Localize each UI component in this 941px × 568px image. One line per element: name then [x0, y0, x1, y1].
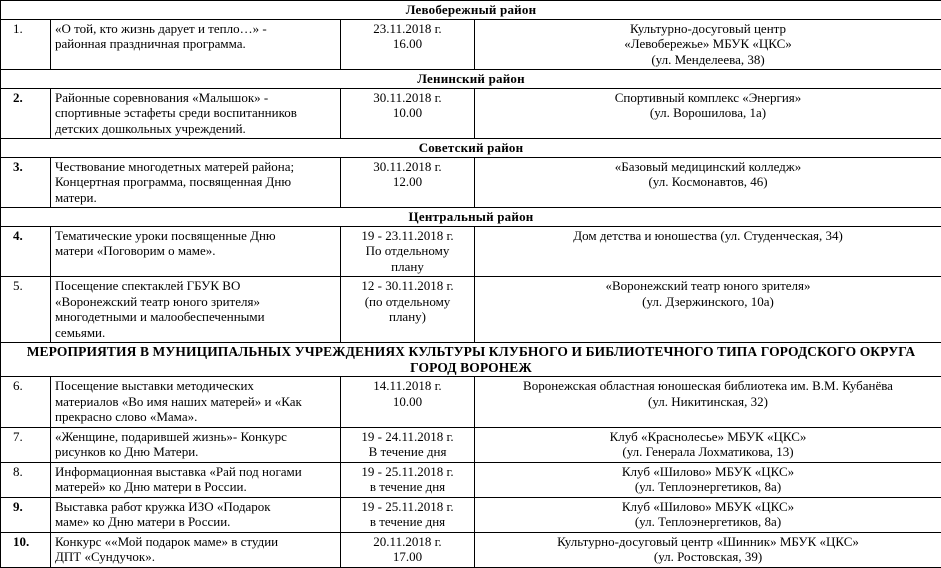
- event-line: районная праздничная программа.: [55, 36, 336, 52]
- event-line: матери «Поговорим о маме».: [55, 243, 336, 259]
- date-cell: [341, 226, 475, 277]
- table-row: [1, 88, 941, 139]
- place-line: (ул. Ворошилова, 1а): [479, 105, 937, 121]
- place-line: «Воронежский театр юного зрителя»: [479, 278, 937, 294]
- event-cell: [51, 462, 341, 497]
- event-line: ДПТ «Сундучок».: [55, 549, 336, 565]
- place-line: «Базовый медицинский колледж»: [479, 159, 937, 175]
- date-line: 17.00: [345, 549, 470, 565]
- section-header-row: [1, 70, 941, 89]
- place-cell: [475, 226, 941, 277]
- place-cell: [475, 427, 941, 462]
- date-cell: [341, 462, 475, 497]
- place-line: (ул. Никитинская, 32): [479, 394, 937, 410]
- row-number: 3.: [1, 157, 51, 208]
- events-table-body: [1, 1, 941, 568]
- date-line: 14.11.2018 г.: [345, 378, 470, 394]
- date-line: 30.11.2018 г.: [345, 159, 470, 175]
- date-cell: [341, 427, 475, 462]
- place-line: (ул. Теплоэнергетиков, 8а): [479, 479, 937, 495]
- table-row: [1, 157, 941, 208]
- event-cell: [51, 532, 341, 567]
- date-line: (по отдельному: [345, 294, 470, 310]
- date-cell: [341, 377, 475, 428]
- event-cell: [51, 277, 341, 343]
- event-line: «О той, кто жизнь дарует и тепло…» -: [55, 21, 336, 37]
- event-cell: [51, 157, 341, 208]
- event-line: спортивные эстафеты среди воспитанников: [55, 105, 336, 121]
- place-cell: [475, 88, 941, 139]
- section-header-row: [1, 139, 941, 158]
- date-line: плану: [345, 259, 470, 275]
- section-header-row: [1, 343, 941, 377]
- date-line: в течение дня: [345, 514, 470, 530]
- section-title: Советский район: [1, 139, 941, 158]
- place-line: Культурно-досуговый центр: [479, 21, 937, 37]
- event-cell: [51, 427, 341, 462]
- event-line: Посещение выставки методических: [55, 378, 336, 394]
- event-line: прекрасно слово «Мама».: [55, 409, 336, 425]
- place-line: (ул. Ростовская, 39): [479, 549, 937, 565]
- section-title: Левобережный район: [1, 1, 941, 20]
- date-line: в течение дня: [345, 479, 470, 495]
- event-line: маме» ко Дню матери в России.: [55, 514, 336, 530]
- event-line: Тематические уроки посвященные Дню: [55, 228, 336, 244]
- table-row: [1, 462, 941, 497]
- section-header-row: [1, 1, 941, 20]
- event-line: Концертная программа, посвященная Дню: [55, 174, 336, 190]
- place-cell: [475, 377, 941, 428]
- date-line: 20.11.2018 г.: [345, 534, 470, 550]
- place-cell: [475, 19, 941, 70]
- table-row: [1, 226, 941, 277]
- date-line: 12 - 30.11.2018 г.: [345, 278, 470, 294]
- place-line: Воронежская областная юношеская библиотека им. В.М. Кубанёва: [479, 378, 937, 394]
- event-line: Посещение спектаклей ГБУК ВО: [55, 278, 336, 294]
- event-line: семьями.: [55, 325, 336, 341]
- event-cell: [51, 497, 341, 532]
- date-line: 10.00: [345, 105, 470, 121]
- place-line: Клуб «Шилово» МБУК «ЦКС»: [479, 499, 937, 515]
- event-line: «Женщине, подарившей жизнь»- Конкурс: [55, 429, 336, 445]
- row-number: 7.: [1, 427, 51, 462]
- date-line: 23.11.2018 г.: [345, 21, 470, 37]
- date-line: По отдельному: [345, 243, 470, 259]
- event-line: многодетными и малообеспеченными: [55, 309, 336, 325]
- event-cell: [51, 377, 341, 428]
- date-cell: [341, 532, 475, 567]
- place-line: Культурно-досуговый центр «Шинник» МБУК «ЦКС»: [479, 534, 937, 550]
- event-cell: [51, 226, 341, 277]
- place-cell: [475, 157, 941, 208]
- date-cell: [341, 277, 475, 343]
- place-line: Спортивный комплекс «Энергия»: [479, 90, 937, 106]
- date-line: 19 - 24.11.2018 г.: [345, 429, 470, 445]
- date-line: В течение дня: [345, 444, 470, 460]
- row-number: 5.: [1, 277, 51, 343]
- row-number: 10.: [1, 532, 51, 567]
- date-line: 30.11.2018 г.: [345, 90, 470, 106]
- event-line: «Воронежский театр юного зрителя»: [55, 294, 336, 310]
- place-cell: [475, 532, 941, 567]
- date-cell: [341, 19, 475, 70]
- table-row: [1, 19, 941, 70]
- table-row: [1, 497, 941, 532]
- date-cell: [341, 88, 475, 139]
- table-row: [1, 277, 941, 343]
- table-row: [1, 532, 941, 567]
- date-line: 10.00: [345, 394, 470, 410]
- event-line: материалов «Во имя наших матерей» и «Как: [55, 394, 336, 410]
- event-line: матери.: [55, 190, 336, 206]
- place-line: «Левобережье» МБУК «ЦКС»: [479, 36, 937, 52]
- event-line: детских дошкольных учреждений.: [55, 121, 336, 137]
- date-line: 16.00: [345, 36, 470, 52]
- section-title: МЕРОПРИЯТИЯ В МУНИЦИПАЛЬНЫХ УЧРЕЖДЕНИЯХ КУЛЬТУРЫ КЛУБНОГО И БИБЛИОТЕЧНОГО ТИПА ГОРОДСКОГО ОКРУГА ГОРОД ВОРОНЕЖ: [1, 343, 941, 377]
- row-number: 1.: [1, 19, 51, 70]
- table-row: [1, 427, 941, 462]
- event-line: матерей» ко Дню матери в России.: [55, 479, 336, 495]
- date-cell: [341, 157, 475, 208]
- row-number: 8.: [1, 462, 51, 497]
- place-line: (ул. Менделеева, 38): [479, 52, 937, 68]
- section-title: Ленинский район: [1, 70, 941, 89]
- place-line: (ул. Генерала Лохматикова, 13): [479, 444, 937, 460]
- date-line: плану): [345, 309, 470, 325]
- section-header-row: [1, 208, 941, 227]
- date-cell: [341, 497, 475, 532]
- place-cell: [475, 277, 941, 343]
- place-line: Дом детства и юношества (ул. Студенческая, 34): [479, 228, 937, 244]
- event-line: Чествование многодетных матерей района;: [55, 159, 336, 175]
- place-cell: [475, 462, 941, 497]
- section-title: Центральный район: [1, 208, 941, 227]
- date-line: 19 - 23.11.2018 г.: [345, 228, 470, 244]
- event-cell: [51, 88, 341, 139]
- row-number: 2.: [1, 88, 51, 139]
- event-line: рисунков ко Дню Матери.: [55, 444, 336, 460]
- event-line: Конкурс ««Мой подарок маме» в студии: [55, 534, 336, 550]
- place-line: (ул. Дзержинского, 10а): [479, 294, 937, 310]
- place-line: Клуб «Шилово» МБУК «ЦКС»: [479, 464, 937, 480]
- event-line: Информационная выставка «Рай под ногами: [55, 464, 336, 480]
- date-line: 12.00: [345, 174, 470, 190]
- event-line: Районные соревнования «Малышок» -: [55, 90, 336, 106]
- event-cell: [51, 19, 341, 70]
- row-number: 4.: [1, 226, 51, 277]
- row-number: 6.: [1, 377, 51, 428]
- place-line: (ул. Теплоэнергетиков, 8а): [479, 514, 937, 530]
- place-line: (ул. Космонавтов, 46): [479, 174, 937, 190]
- event-line: Выставка работ кружка ИЗО «Подарок: [55, 499, 336, 515]
- date-line: 19 - 25.11.2018 г.: [345, 464, 470, 480]
- place-line: Клуб «Краснолесье» МБУК «ЦКС»: [479, 429, 937, 445]
- place-cell: [475, 497, 941, 532]
- table-row: [1, 377, 941, 428]
- date-line: 19 - 25.11.2018 г.: [345, 499, 470, 515]
- row-number: 9.: [1, 497, 51, 532]
